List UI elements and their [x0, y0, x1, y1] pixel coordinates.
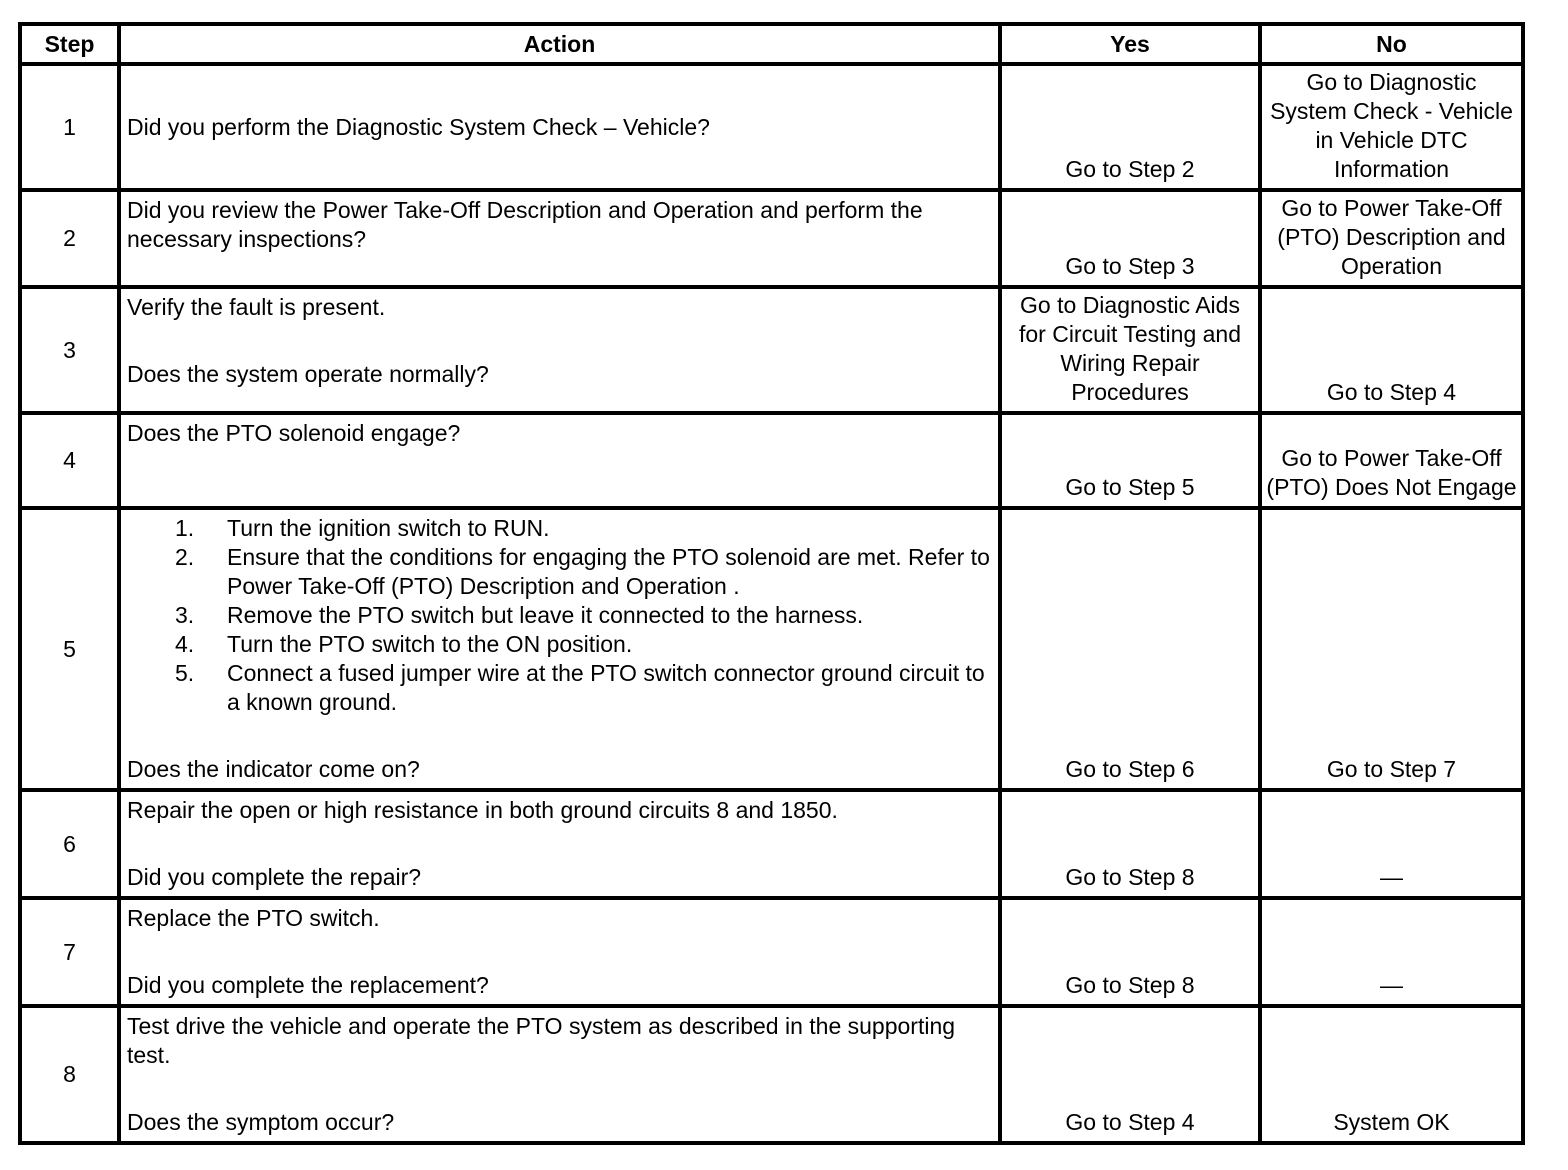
action-instruction: Test drive the vehicle and operate the PTO system as described in the supporting test. — [127, 1013, 956, 1068]
no-cell: — — [1260, 898, 1523, 1006]
step-number: 8 — [20, 1006, 119, 1143]
list-item: 1. Turn the ignition switch to RUN. — [175, 515, 550, 541]
no-cell: Go to Step 7 — [1260, 508, 1523, 790]
table-row — [20, 413, 1523, 508]
header-no: No — [1260, 24, 1523, 64]
action-question: Did you complete the replacement? — [127, 972, 489, 998]
list-item: 2. Ensure that the conditions for engaging the PTO solenoid are met. Refer to Power Take-Off (PTO) Description and Operation . — [175, 544, 990, 599]
header-step: Step — [20, 24, 119, 64]
yes-cell: Go to Step 2 — [1000, 64, 1260, 190]
yes-cell: Go to Step 4 — [1000, 1006, 1260, 1143]
action-question: Did you complete the repair? — [127, 864, 422, 890]
action-cell — [119, 508, 1000, 790]
procedure-list — [175, 514, 992, 717]
list-item: 4. Turn the PTO switch to the ON position. — [175, 631, 633, 657]
step-number: 3 — [20, 287, 119, 413]
action-cell — [119, 413, 1000, 508]
action-cell — [119, 190, 1000, 287]
no-cell: System OK — [1260, 1006, 1523, 1143]
action-instruction: Verify the fault is present. — [127, 294, 386, 320]
header-row — [20, 24, 1523, 64]
no-cell: — — [1260, 790, 1523, 898]
action-text: Does the PTO solenoid engage? — [127, 420, 461, 446]
table-row — [20, 287, 1523, 413]
yes-cell: Go to Step 5 — [1000, 413, 1260, 508]
yes-cell: Go to Diagnostic Aids for Circuit Testing and Wiring Repair Procedures — [1000, 287, 1260, 413]
diagnostic-table — [18, 22, 1525, 1145]
step-number: 5 — [20, 508, 119, 790]
action-question: Does the indicator come on? — [127, 756, 420, 782]
table-row — [20, 64, 1523, 190]
table-row — [20, 1006, 1523, 1143]
action-cell — [119, 287, 1000, 413]
table-row — [20, 190, 1523, 287]
action-cell — [119, 790, 1000, 898]
yes-cell: Go to Step 6 — [1000, 508, 1260, 790]
table-row — [20, 790, 1523, 898]
no-cell: Go to Power Take-Off (PTO) Does Not Engage — [1260, 413, 1523, 508]
list-item: 5. Connect a fused jumper wire at the PTO switch connector ground circuit to a known ground. — [175, 660, 985, 715]
header-yes: Yes — [1000, 24, 1260, 64]
step-number: 4 — [20, 413, 119, 508]
yes-cell: Go to Step 8 — [1000, 790, 1260, 898]
header-action: Action — [119, 24, 1000, 64]
action-question: Does the symptom occur? — [127, 1109, 395, 1135]
action-text: Did you review the Power Take-Off Description and Operation and perform the necessary inspections? — [127, 197, 923, 252]
yes-cell: Go to Step 8 — [1000, 898, 1260, 1006]
action-cell — [119, 1006, 1000, 1143]
step-number: 6 — [20, 790, 119, 898]
action-instruction: Repair the open or high resistance in both ground circuits 8 and 1850. — [127, 797, 838, 823]
action-text: Did you perform the Diagnostic System Check – Vehicle? — [127, 113, 710, 140]
step-number: 1 — [20, 64, 119, 190]
no-cell: Go to Step 4 — [1260, 287, 1523, 413]
list-item: 3. Remove the PTO switch but leave it connected to the harness. — [175, 602, 864, 628]
yes-cell: Go to Step 3 — [1000, 190, 1260, 287]
action-cell — [119, 898, 1000, 1006]
no-cell: Go to Power Take-Off (PTO) Description and Operation — [1260, 190, 1523, 287]
no-cell: Go to Diagnostic System Check - Vehicle in Vehicle DTC Information — [1260, 64, 1523, 190]
table-row — [20, 898, 1523, 1006]
action-instruction: Replace the PTO switch. — [127, 905, 380, 931]
action-cell — [119, 64, 1000, 190]
action-question: Does the system operate normally? — [127, 361, 489, 387]
step-number: 7 — [20, 898, 119, 1006]
step-number: 2 — [20, 190, 119, 287]
table-row — [20, 508, 1523, 790]
